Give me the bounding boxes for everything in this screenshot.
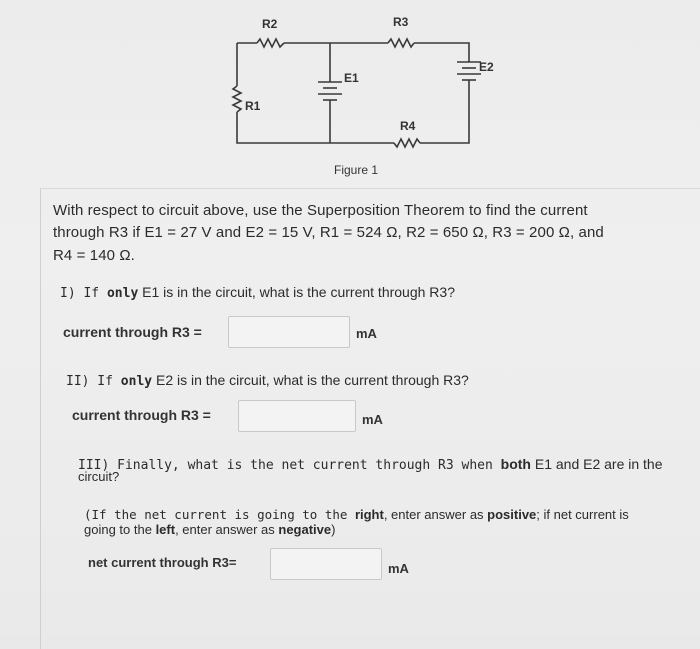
- wire-left-bottom: [237, 112, 330, 143]
- question-3-suffix: E1 and E2 are in the: [530, 456, 663, 472]
- note-part-b: , enter answer as: [383, 507, 488, 522]
- question-3: [78, 456, 663, 473]
- question-3-bold: both: [500, 456, 531, 472]
- note-positive: positive: [487, 507, 537, 522]
- question-1: [60, 284, 455, 301]
- problem-line-1: With respect to circuit above, use the Superposition Theorem to find the current: [53, 202, 588, 219]
- problem-line-3: R4 = 140 Ω.: [53, 247, 135, 264]
- label-r1: R1: [245, 99, 261, 113]
- wire-top-right: [414, 43, 469, 62]
- note-negative: negative: [278, 522, 332, 537]
- resistor-r4: [394, 139, 420, 147]
- label-r4: R4: [400, 119, 416, 133]
- circuit-diagram: [0, 0, 700, 190]
- question-2-bold: only: [120, 374, 153, 389]
- question-2-suffix: E2 is in the circuit, what is the current through R3?: [152, 372, 469, 388]
- answer-2-unit: mA: [362, 412, 383, 427]
- note-right: right: [354, 507, 384, 522]
- wire-e2-bottom: [420, 80, 469, 143]
- answer-3-label: net current through R3=: [88, 555, 237, 570]
- answer-1-label: current through R3 =: [63, 324, 202, 340]
- question-2: [66, 372, 469, 389]
- question-2-prefix: II) If: [66, 374, 121, 389]
- question-3-prefix: III) Finally, what is the net current through R3 when: [78, 458, 501, 473]
- resistor-r1: [233, 86, 241, 112]
- answer-1-unit: mA: [356, 326, 377, 341]
- question-3-note-line-2: [84, 520, 335, 539]
- note-part-e: , enter answer as: [175, 522, 279, 537]
- note-part-a: (If the net current is going to the: [84, 507, 355, 522]
- answer-1-input[interactable]: [228, 316, 350, 348]
- label-e1: E1: [344, 71, 359, 85]
- label-r2: R2: [262, 17, 278, 31]
- label-e2: E2: [479, 60, 494, 74]
- resistor-r2: [257, 39, 284, 47]
- answer-2-input[interactable]: [238, 400, 356, 432]
- problem-line-2: through R3 if E1 = 27 V and E2 = 15 V, R1 = 524 Ω, R2 = 650 Ω, R3 = 200 Ω, and: [53, 224, 604, 241]
- answer-3-input[interactable]: [270, 548, 382, 580]
- note-part-f: ): [331, 522, 336, 537]
- answer-3-unit: mA: [388, 561, 409, 576]
- answer-2-label: current through R3 =: [72, 407, 211, 423]
- note-part-d: going to the: [84, 522, 156, 537]
- figure-caption: Figure 1: [334, 163, 379, 177]
- label-r3: R3: [393, 15, 409, 29]
- note-left: left: [155, 522, 176, 537]
- question-1-suffix: E1 is in the circuit, what is the current through R3?: [138, 284, 455, 300]
- resistor-r3: [388, 39, 414, 47]
- question-1-bold: only: [106, 286, 139, 301]
- question-3-line-2: circuit?: [78, 469, 120, 484]
- question-1-prefix: I) If: [60, 286, 107, 301]
- note-part-c: ; if net current is: [536, 507, 629, 522]
